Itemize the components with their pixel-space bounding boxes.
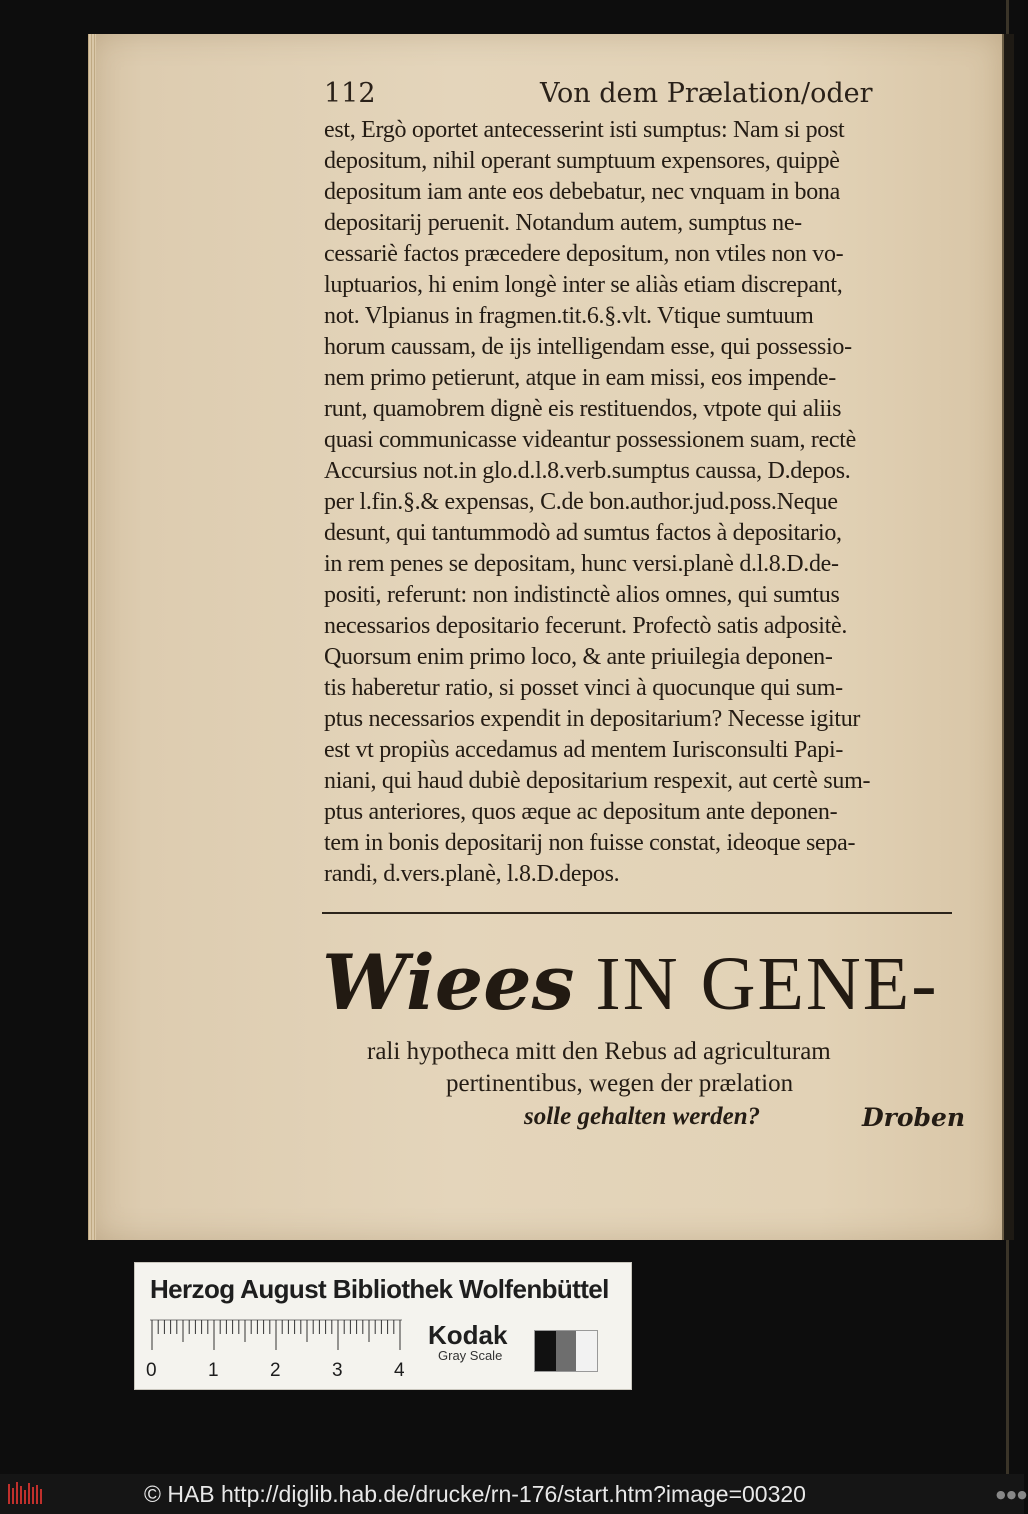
text-line: not. Vlpianus in fragmen.tit.6.§.vlt. Vtique sumtuum (324, 303, 814, 329)
text-line: luptuarios, hi enim longè inter se aliàs etiam discrepant, (324, 272, 843, 298)
right-page-edge (1002, 34, 1014, 1240)
heading-line-1: rali hypotheca mitt den Rebus ad agriculturam (367, 1038, 831, 1065)
footer-credit-link[interactable]: © HAB http://diglib.hab.de/drucke/rn-176/start.htm?image=00320 (144, 1481, 806, 1507)
text-line: in rem penes se depositam, hunc versi.planè d.l.8.D.de- (324, 551, 839, 577)
text-line: est, Ergò oportet antecesserint isti sumptus: Nam si post (324, 117, 845, 143)
text-line: Quorsum enim primo loco, & ante priuilegia deponen- (324, 644, 833, 670)
text-line: quasi communicasse videantur possessionem suam, rectè (324, 427, 856, 453)
text-line: positi, referunt: non indistinctè alios omnes, qui sumtus (324, 582, 840, 608)
text-line: est vt propiùs accedamus ad mentem Iurisconsulti Papi- (324, 737, 844, 763)
library-name: Herzog August Bibliothek Wolfenbüttel (150, 1274, 609, 1304)
text-line: randi, d.vers.planè, l.8.D.depos. (324, 861, 620, 887)
section-rule (322, 912, 952, 914)
page-edge (88, 34, 96, 1240)
gray-patch-dark (535, 1331, 556, 1371)
text-line: per l.fin.§.& expensas, C.de bon.author.jud.poss.Neque (324, 489, 838, 515)
hab-barcode-icon[interactable] (6, 1480, 46, 1508)
running-title: Von dem Prælation/oder (540, 78, 873, 109)
ruler-label-2: 2 (270, 1360, 281, 1381)
heading-line-3: solle gehalten werden? (524, 1103, 761, 1130)
text-line: depositum iam ante eos debebatur, nec vnquam in bona (324, 179, 840, 205)
text-line: runt, quamobrem dignè eis restituendos, vtpote qui aliis (324, 396, 842, 422)
catchword: Droben (862, 1103, 966, 1132)
ruler-label-3: 3 (332, 1360, 343, 1381)
section-heading (322, 938, 939, 1028)
gray-scale-patches (534, 1330, 598, 1372)
ruler-label-1: 1 (208, 1360, 219, 1381)
ruler-label-4: 4 (394, 1360, 405, 1381)
text-line: necessarios depositario fecerunt. Profectò satis adpositè. (324, 613, 848, 639)
text-line: ptus necessarios expendit in depositarium? Necesse igitur (324, 706, 861, 732)
kodak-logo: Kodak (428, 1320, 508, 1350)
ruler-icon (150, 1320, 402, 1350)
text-line: nem primo petierunt, atque in eam missi, eos impende- (324, 365, 836, 391)
heading-line-2: pertinentibus, wegen der prælation (446, 1070, 794, 1097)
heading-fraktur: Wiees (322, 938, 575, 1027)
text-line: tis haberetur ratio, si posset vinci à quocunque qui sum- (324, 675, 843, 701)
more-dots-icon[interactable]: ●●● (996, 1488, 1028, 1501)
body-text (324, 115, 966, 890)
page-number: 112 (324, 78, 376, 109)
text-line: ptus anteriores, quos æque ac depositum ante deponen- (324, 799, 838, 825)
gray-patch-mid (556, 1331, 577, 1371)
text-line: depositarij peruenit. Notandum autem, sumptus ne- (324, 210, 802, 236)
text-line: niani, qui haud dubiè depositarium respexit, aut certè sum- (324, 768, 871, 794)
heading-roman: IN GENE- (595, 942, 939, 1026)
ruler-label-0: 0 (146, 1360, 157, 1381)
gray-patch-light (576, 1331, 597, 1371)
text-line: desunt, qui tantummodò ad sumtus factos à depositario, (324, 520, 842, 546)
text-line: depositum, nihil operant sumptuum expensores, quippè (324, 148, 840, 174)
text-line: cessariè factos præcedere depositum, non vtiles non vo- (324, 241, 844, 267)
text-line: horum caussam, de ijs intelligendam esse, qui possessio- (324, 334, 852, 360)
text-line: Accursius not.in glo.d.l.8.verb.sumptus caussa, D.depos. (324, 458, 851, 484)
text-line: tem in bonis depositarij non fuisse constat, ideoque sepa- (324, 830, 856, 856)
gray-scale-label: Gray Scale (438, 1348, 503, 1363)
